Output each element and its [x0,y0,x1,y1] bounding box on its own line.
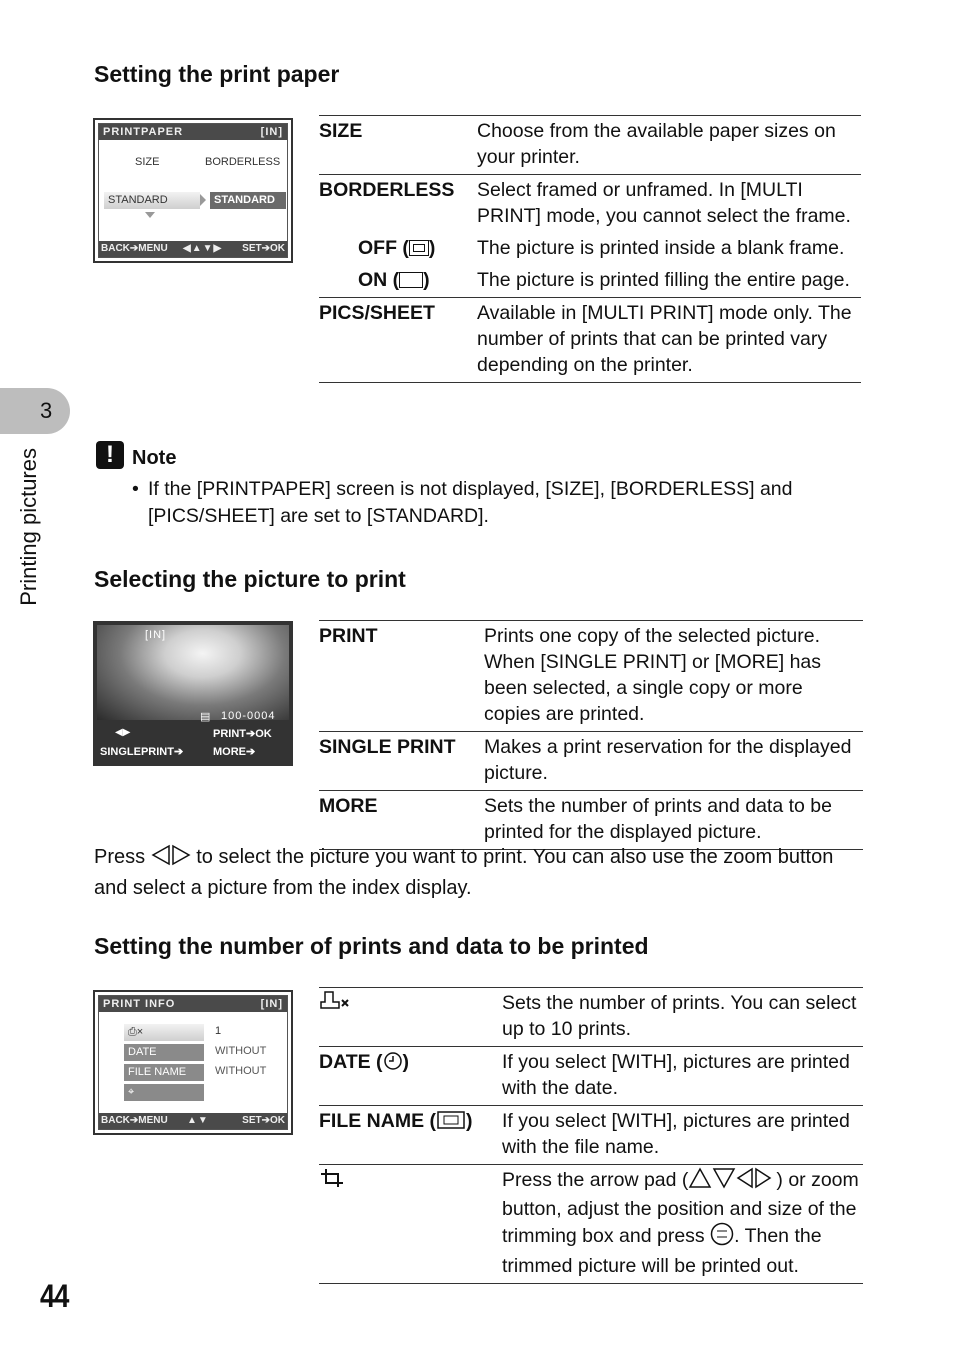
set-hint: SET➔OK [242,243,285,254]
file-icon: ▤ [200,711,212,723]
arrow-right-icon [200,194,206,206]
option-desc: The picture is printed inside a blank frame. [477,237,845,259]
chapter-label: Printing pictures [16,448,41,606]
framed-icon [409,240,429,256]
note-bullet-marker: • [132,478,139,500]
memory-indicator: [IN] [260,126,283,138]
photo-preview [97,625,289,720]
option-desc: If you select [WITH], pictures are printed with the file name. [502,1106,863,1165]
trim-icon [319,1167,345,1196]
option-desc: Select framed or unframed. In [MULTI PRINT] mode, you cannot select the frame. [477,175,861,234]
page-number: 44 [40,1278,69,1314]
option-key: DATE ( ) [319,1047,502,1106]
option-key: FILE NAME ( ) [319,1106,502,1165]
option-key: SINGLE PRINT [319,732,484,791]
table-row [319,732,863,791]
printpaper-screen [93,118,293,263]
option-key: PRINT [319,621,484,732]
file-icon [436,1110,466,1137]
press-instruction [94,843,864,902]
option-desc-c: . Then the trimmed picture will be printed out. [502,1225,822,1277]
arrow-down-icon [145,212,155,218]
option-desc: The picture is printed filling the entire page. [477,269,850,291]
press-text-a: Press [94,846,146,868]
back-hint: BACK➔MENU [101,243,168,254]
clock-icon [383,1051,403,1078]
table-row [319,116,861,175]
table-row [319,1047,863,1106]
screen-title: PRINTPAPER [103,126,184,138]
option-key-text: DATE ( [319,1051,383,1073]
file-number: 100-0004 [221,710,276,722]
option-key: BORDERLESS [319,175,477,234]
arrow-pad-icon: ▲▼ [187,1115,209,1126]
option-desc-a: Press the arrow pad ( [502,1169,689,1191]
option-key-text: FILE NAME ( [319,1110,436,1132]
left-right-arrow-icon [151,844,191,874]
paper-options-table [319,115,861,383]
option-desc: Prints one copy of the selected picture. When [SINGLE PRINT] or [MORE] has been selected, a single copy or more copies are printed. [484,621,863,732]
exclamation-icon: ! [96,441,124,469]
note-title: Note [132,447,177,469]
set-hint: SET➔OK [242,1115,285,1126]
chapter-number: 3 [40,398,53,423]
table-row [319,1106,863,1165]
select-picture-screen [93,621,293,766]
print-count-value: 1 [215,1025,222,1037]
option-desc [502,1165,863,1284]
option-key: ON ( ) [358,269,430,291]
option-key: PICS/SHEET [319,298,477,383]
date-value: WITHOUT [215,1045,267,1057]
note-text: If the [PRINTPAPER] screen is not displayed, [SIZE], [BORDERLESS] and [PICS/SHEET] are set to [STANDARD]. [148,478,793,527]
table-row [319,175,861,234]
print-hint: PRINT➔OK [213,728,272,740]
option-key: SIZE [319,116,477,175]
arrow-pad-icon [688,1167,776,1196]
table-row [319,298,861,383]
chapter-tab [0,388,70,434]
section-heading-count: Setting the number of prints and data to be printed [94,933,649,959]
option-key: MORE [319,791,484,850]
section-heading-select: Selecting the picture to print [94,566,406,592]
option-desc: If you select [WITH], pictures are printed with the date. [502,1047,863,1106]
ok-func-button-icon [710,1222,734,1253]
date-label: DATE [124,1044,204,1061]
option-key: OFF ( ) [358,237,436,259]
select-options-table [319,620,863,850]
print-count-icon [319,990,353,1019]
memory-indicator: [IN] [260,998,283,1010]
table-row [319,233,861,265]
section-heading-paper: Setting the print paper [94,61,340,87]
trim-icon: ⌖ [124,1084,204,1101]
size-label: SIZE [135,156,160,168]
option-desc: Makes a print reservation for the displayed picture. [484,732,863,791]
borderless-value: STANDARD [210,192,286,209]
table-row [319,791,863,850]
print-count-icon: ⎙× [124,1024,204,1041]
table-row [319,1165,863,1284]
screen-title: PRINT INFO [103,998,176,1010]
option-key-text: OFF ( [358,237,409,259]
press-text-b: to select the picture you want to print. You can also use the zoom button and select a picture from the index display. [94,846,834,899]
borderless-icon [399,272,423,288]
file-name-label: FILE NAME [124,1064,204,1081]
left-right-icon: ◀▶ [115,727,131,738]
print-info-table [319,987,863,1284]
table-row [319,265,861,298]
table-row [319,621,863,732]
option-desc: Choose from the available paper sizes on your printer. [477,116,861,175]
arrow-pad-icon: ◀▲▼▶ [183,243,223,254]
back-hint: BACK➔MENU [101,1115,168,1126]
option-key [319,988,502,1047]
file-name-value: WITHOUT [215,1065,267,1077]
option-desc: Available in [MULTI PRINT] mode only. The number of prints that can be printed vary depending on the printer. [477,298,861,383]
print-info-screen [93,990,293,1135]
option-desc: Sets the number of prints and data to be printed for the displayed picture. [484,791,863,850]
single-print-hint: SINGLEPRINT➔ [100,746,184,758]
option-desc: Sets the number of prints. You can select up to 10 prints. [502,988,863,1047]
option-key-text: ON ( [358,269,400,291]
option-key [319,1165,502,1284]
borderless-label: BORDERLESS [205,156,281,168]
table-row [319,988,863,1047]
memory-indicator: [IN] [145,629,167,641]
size-value: STANDARD [104,192,200,209]
more-hint: MORE➔ [213,746,256,758]
option-desc-b: ) or zoom button, adjust the position and size of the trimming box and press [502,1169,859,1247]
